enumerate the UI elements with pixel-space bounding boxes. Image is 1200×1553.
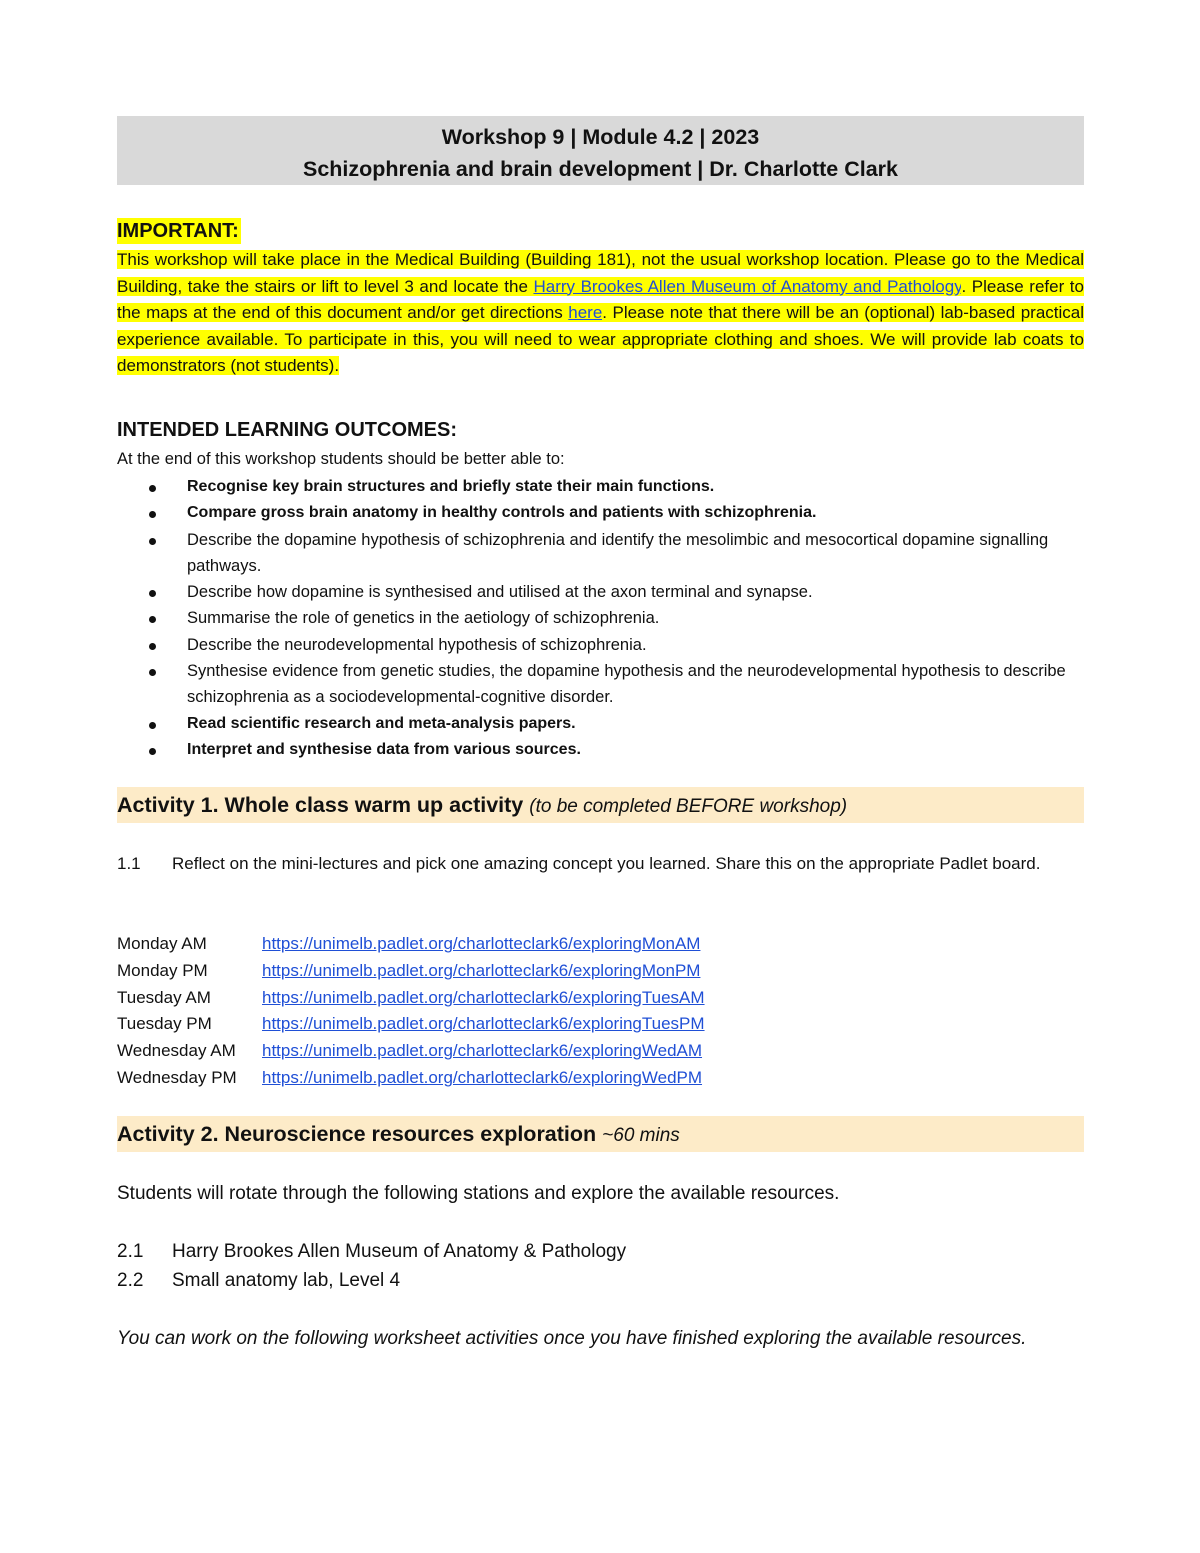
station-text: Harry Brookes Allen Museum of Anatomy & Pathology (172, 1241, 627, 1262)
important-text-1: This workshop will take place in the Medical Building (Building 181), not the usual workshop location. Please go to the Medical Building, take the stairs or lift to level 3 and locate the (117, 250, 1084, 296)
important-label: IMPORTANT: (117, 220, 239, 242)
learning-outcomes-heading: INTENDED LEARNING OUTCOMES: (117, 419, 457, 441)
activity-1-title: Activity 1. Whole class warm up activity (117, 793, 524, 817)
session-day: Monday PM (117, 960, 208, 980)
activity-1-heading (117, 787, 1084, 823)
table-row (117, 985, 705, 1012)
session-day: Wednesday AM (117, 1041, 236, 1061)
activity-1-note: (to be completed BEFORE workshop) (529, 796, 848, 817)
workshop-title: Workshop 9 | Module 4.2 | 2023 (441, 125, 760, 149)
important-text-2: . Please refer to the maps at the end of this document and/or get directions (117, 276, 1084, 322)
station-number: 2.2 (117, 1270, 144, 1291)
workshop-subtitle: Schizophrenia and brain development | Dr. Charlotte Clark (303, 157, 898, 181)
table-row (117, 958, 705, 985)
station-number: 2.1 (117, 1241, 144, 1262)
bullet-icon (149, 590, 156, 597)
table-row (117, 931, 705, 958)
list-item: Interpret and synthesise data from various sources. (117, 737, 1084, 763)
padlet-link[interactable]: https://unimelb.padlet.org/charlotteclark6/exploringWedAM (262, 1041, 703, 1061)
list-item: Synthesise evidence from genetic studies, the dopamine hypothesis and the neurodevelopmental hypothesis to describe schizophrenia as a sociodevelopmental-cognitive disorder. (117, 658, 1084, 711)
list-item: Describe the neurodevelopmental hypothesis of schizophrenia. (117, 632, 1084, 658)
list-item: Recognise key brain structures and briefly state their main functions. (117, 474, 1084, 500)
padlet-link[interactable]: https://unimelb.padlet.org/charlotteclark6/exploringTuesAM (262, 987, 705, 1007)
bullet-icon (149, 643, 156, 650)
table-row (117, 1065, 705, 1092)
activity-2-note: ~60 mins (602, 1125, 680, 1146)
bullet-icon (149, 485, 156, 492)
list-item: Describe the dopamine hypothesis of schizophrenia and identify the mesolimbic and mesocortical dopamine signalling pathways. (117, 527, 1084, 580)
activity-2-intro: Students will rotate through the following stations and explore the available resources. (117, 1183, 840, 1204)
activity-2-heading (117, 1116, 1084, 1152)
padlet-link[interactable]: https://unimelb.padlet.org/charlotteclark6/exploringMonPM (262, 960, 701, 980)
padlet-link[interactable]: https://unimelb.padlet.org/charlotteclark6/exploringWedPM (262, 1067, 703, 1087)
session-day: Wednesday PM (117, 1067, 237, 1087)
list-item: Describe how dopamine is synthesised and utilised at the axon terminal and synapse. (117, 579, 1084, 605)
list-item: Summarise the role of genetics in the aetiology of schizophrenia. (117, 605, 1084, 631)
closing-note: You can work on the following worksheet activities once you have finished exploring the available resources. (117, 1328, 1027, 1349)
directions-link[interactable]: here (568, 303, 603, 322)
learning-outcomes-list (117, 474, 1084, 763)
activity-2-title: Activity 2. Neuroscience resources exploration (117, 1122, 597, 1146)
bullet-icon (149, 669, 156, 676)
museum-link[interactable]: Harry Brookes Allen Museum of Anatomy and Pathology (533, 276, 962, 296)
step-number: 1.1 (117, 854, 141, 873)
padlet-link[interactable]: https://unimelb.padlet.org/charlotteclark6/exploringTuesPM (262, 1014, 705, 1034)
step-text: Reflect on the mini-lectures and pick one amazing concept you learned. Share this on the appropriate Padlet board. (172, 854, 1041, 873)
important-notice (117, 247, 1084, 380)
learning-outcomes-intro: At the end of this workshop students should be better able to: (117, 450, 565, 468)
list-item: Compare gross brain anatomy in healthy controls and patients with schizophrenia. (117, 500, 1084, 526)
session-day: Monday AM (117, 934, 207, 953)
bullet-icon (149, 748, 156, 755)
session-day: Tuesday AM (117, 987, 211, 1007)
bullet-icon (149, 511, 156, 518)
table-row (117, 1011, 705, 1038)
bullet-icon (149, 722, 156, 729)
padlet-links-table (117, 931, 705, 1092)
bullet-icon (149, 616, 156, 623)
session-day: Tuesday PM (117, 1014, 212, 1034)
station-text: Small anatomy lab, Level 4 (172, 1270, 401, 1291)
title-banner (117, 116, 1084, 185)
bullet-icon (149, 538, 156, 545)
padlet-link[interactable]: https://unimelb.padlet.org/charlotteclark6/exploringMonAM (262, 934, 701, 953)
important-text-3: . Please note that there will be an (optional) lab-based practical experience available. To participate in this, you will need to wear appropriate clothing and shoes. We will provide lab coats to demonstrators (not students). (117, 303, 1085, 375)
table-row (117, 1038, 705, 1065)
list-item: Read scientific research and meta-analysis papers. (117, 711, 1084, 737)
